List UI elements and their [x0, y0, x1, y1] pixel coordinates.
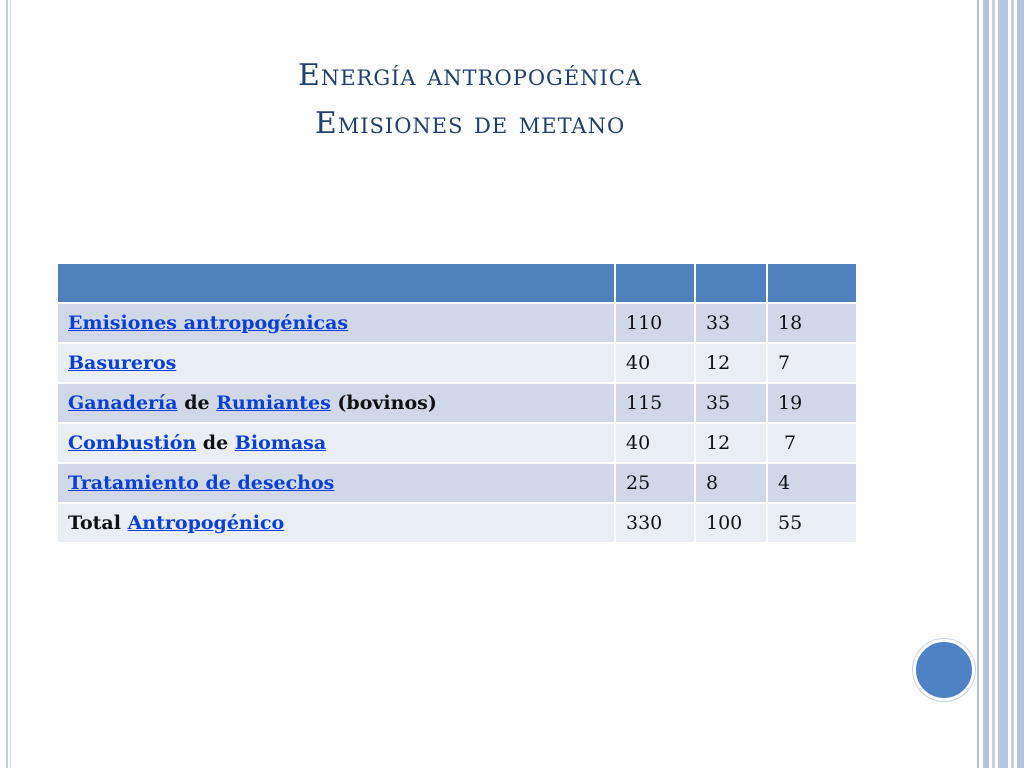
row-label-cell: [58, 504, 614, 544]
value-cell-v1: 115: [616, 384, 694, 424]
value-cell-v2: 8: [696, 464, 766, 504]
table-header-row: [58, 264, 856, 304]
value-cell-v2: 35: [696, 384, 766, 424]
table-row: [58, 504, 856, 544]
header-cell: [616, 264, 694, 304]
term-link[interactable]: Combustión: [68, 432, 197, 454]
value-cell-v1: 40: [616, 424, 694, 464]
value-cell-v3: 4: [768, 464, 856, 504]
value-cell-v1: 330: [616, 504, 694, 544]
value-cell-v1: 25: [616, 464, 694, 504]
label-text: (bovinos): [330, 392, 437, 414]
label-text: de: [196, 432, 235, 454]
right-stripe: [992, 0, 995, 768]
left-border-line-inner: [10, 0, 11, 768]
term-link[interactable]: Antropogénico: [127, 512, 285, 534]
value-cell-v3: 19: [768, 384, 856, 424]
table-row: [58, 464, 856, 504]
slide-title: [120, 52, 820, 148]
term-link[interactable]: Biomasa: [234, 432, 327, 454]
left-border-line: [6, 0, 8, 768]
decorative-circle: [913, 639, 975, 701]
term-link[interactable]: Basureros: [68, 352, 177, 374]
term-link[interactable]: Tratamiento de desechos: [68, 472, 335, 494]
row-label-cell: [58, 304, 614, 344]
header-cell: [768, 264, 856, 304]
table-row: [58, 384, 856, 424]
value-cell-v2: 100: [696, 504, 766, 544]
row-label-cell: [58, 344, 614, 384]
value-cell-v2: 12: [696, 424, 766, 464]
table-row: [58, 424, 856, 464]
value-cell-v3: 7: [768, 344, 856, 384]
right-stripe: [977, 0, 979, 768]
label-text: Total: [68, 512, 128, 534]
value-cell-v3: 55: [768, 504, 856, 544]
row-label-cell: [58, 464, 614, 504]
value-cell-v3: 18: [768, 304, 856, 344]
table-row: [58, 304, 856, 344]
emissions-table: [56, 264, 858, 544]
row-label-cell: [58, 424, 614, 464]
row-label-cell: [58, 384, 614, 424]
value-cell-v1: 40: [616, 344, 694, 384]
right-stripe: [1011, 0, 1014, 768]
term-link[interactable]: Rumiantes: [216, 392, 331, 414]
title-line-1: Energía antropogénica: [297, 58, 643, 93]
table-row: [58, 344, 856, 384]
header-cell: [696, 264, 766, 304]
title-line-2: Emisiones de metano: [314, 106, 626, 141]
value-cell-v2: 12: [696, 344, 766, 384]
value-cell-v2: 33: [696, 304, 766, 344]
right-stripe: [983, 0, 989, 768]
term-link[interactable]: Emisiones antropogénicas: [68, 312, 349, 334]
right-stripe: [998, 0, 1008, 768]
term-link[interactable]: Ganadería: [68, 392, 178, 414]
label-text: de: [177, 392, 217, 414]
value-cell-v1: 110: [616, 304, 694, 344]
header-cell: [58, 264, 614, 304]
value-cell-v3: 7: [768, 424, 856, 464]
right-stripe: [1017, 0, 1024, 768]
